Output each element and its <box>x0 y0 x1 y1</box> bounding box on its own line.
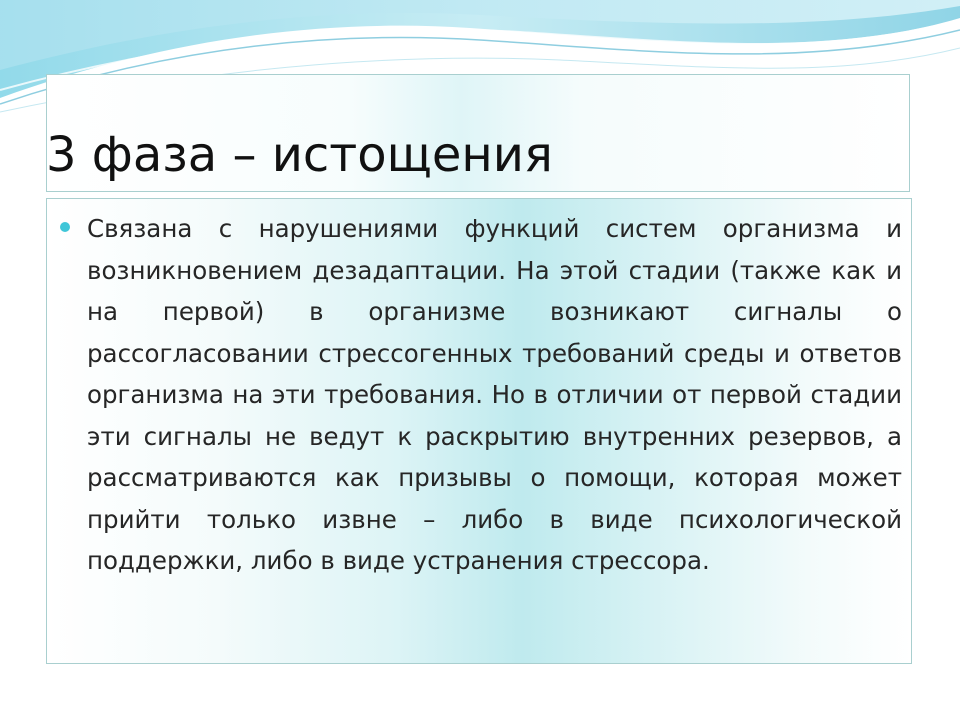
slide-body-text: Связана с нарушениями функций систем организма и возникновением дезадаптации. На этой стадии (также как и на первой) в организме возникают сигналы о рассогласовании стрессогенных требований среды и ответов организма на эти требования. Но в отличии от первой стадии эти сигналы не ведут к раскрытию внутренних резервов, а рассматриваются как призывы о помощи, которая может прийти только извне – либо в виде психологической поддержки, либо в виде устранения стрессора. <box>87 214 902 575</box>
bullet-dot-icon <box>60 222 70 232</box>
slide-title: 3 фаза – истощения <box>46 127 553 183</box>
